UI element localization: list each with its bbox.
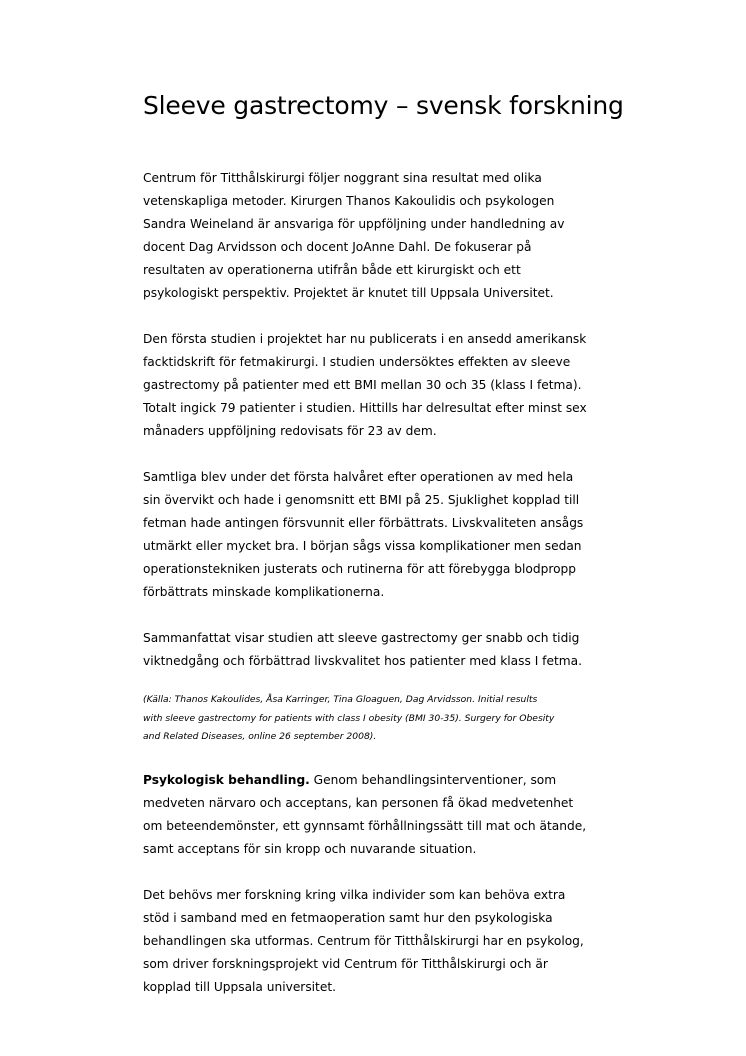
paragraph-research-need [143,884,643,999]
text-line: Sammanfattat visar studien att sleeve gastrectomy ger snabb och tidig [143,631,580,645]
citation-line: and Related Diseases, online 26 september 2008). [143,731,377,742]
text-line: Totalt ingick 79 patienter i studien. Hittills har delresultat efter minst sex [143,401,587,415]
text-line: sin övervikt och hade i genomsnitt ett BMI på 25. Sjuklighet kopplad till [143,493,580,507]
text-line: kopplad till Uppsala universitet. [143,979,336,994]
text-line: om beteendemönster, ett gynnsamt förhållningssätt till mat och ätande, [143,818,587,833]
text-line: medveten närvaro och acceptans, kan personen få ökad medvetenhet [143,795,574,810]
text-line [143,769,643,792]
text-line-rest: Genom behandlingsinterventioner, som [309,772,557,787]
text-line: Samtliga blev under det första halvåret efter operationen av med hela [143,470,574,484]
paragraph-results [143,466,643,604]
document-page [143,86,643,1022]
text-line: Det behövs mer forskning kring vilka individer som kan behöva extra [143,887,566,902]
text-line: fetman hade antingen försvunnit eller förbättrats. Livskvaliteten ansågs [143,516,584,530]
text-line: psykologiskt perspektiv. Projektet är knutet till Uppsala Universitet. [143,286,554,300]
source-citation [143,691,643,747]
text-line: operationstekniken justerats och rutinerna för att förebygga blodpropp [143,562,576,576]
text-line: som driver forskningsprojekt vid Centrum för Titthålskirurgi och är [143,956,548,971]
text-line: viktnedgång och förbättrad livskvalitet hos patienter med klass I fetma. [143,654,582,668]
text-line: stöd i samband med en fetmaoperation samt hur den psykologiska [143,910,553,925]
text-line: vetenskapliga metoder. Kirurgen Thanos Kakoulidis och psykologen [143,194,555,208]
text-line: samt acceptans för sin kropp och nuvarande situation. [143,841,477,856]
document-title: Sleeve gastrectomy – svensk forskning [143,91,624,120]
text-line: månaders uppföljning redovisats för 23 av dem. [143,424,437,438]
paragraph-summary [143,627,643,673]
paragraph-lead-bold: Psykologisk behandling. [143,772,310,787]
text-line: docent Dag Arvidsson och docent JoAnne Dahl. De fokuserar på [143,240,532,254]
citation-line: with sleeve gastrectomy for patients with class I obesity (BMI 30-35). Surgery for Obesity [143,712,555,724]
text-line: facktidskrift för fetmakirurgi. I studien undersöktes effekten av sleeve [143,355,571,369]
citation-line: (Källa: Thanos Kakoulides, Åsa Karringer, Tina Gloaguen, Dag Arvidsson. Initial results [143,694,538,705]
text-line: Sandra Weineland är ansvariga för uppföljning under handledning av [143,217,565,231]
text-line: utmärkt eller mycket bra. I början sågs vissa komplikationer men sedan [143,539,582,553]
text-line: Centrum för Titthålskirurgi följer noggrant sina resultat med olika [143,171,542,185]
text-line: Den första studien i projektet har nu publicerats i en ansedd amerikansk [143,332,587,346]
text-line: gastrectomy på patienter med ett BMI mellan 30 och 35 (klass I fetma). [143,378,582,392]
paragraph-psychological-treatment [143,769,643,861]
text-line: behandlingen ska utformas. Centrum för Titthålskirurgi har en psykolog, [143,933,584,948]
paragraph-study [143,328,643,443]
paragraph-intro [143,167,643,305]
text-line: förbättrats minskade komplikationerna. [143,585,385,599]
text-line: resultaten av operationerna utifrån både ett kirurgiskt och ett [143,263,521,277]
